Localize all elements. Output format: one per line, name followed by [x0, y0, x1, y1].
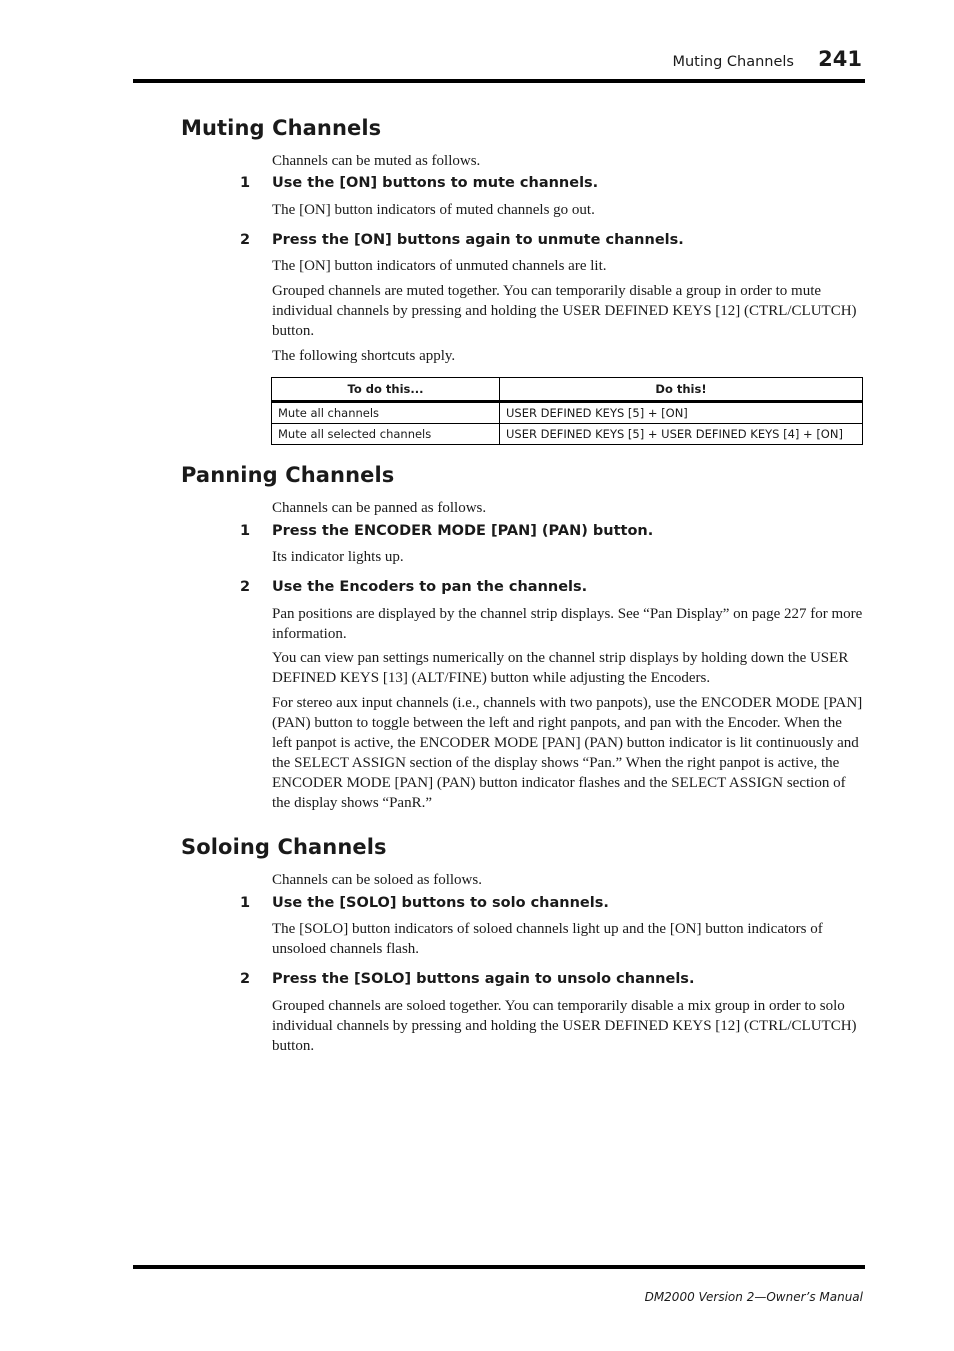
muting-step-1-text: Use the [ON] buttons to mute channels. [272, 175, 599, 191]
panning-step-2-detail: Pan positions are displayed by the channel strip displays. See “Pan Display” on page 227 for more information. [272, 606, 863, 642]
page-number: 241 [818, 47, 862, 71]
table-header-row [272, 378, 863, 402]
panning-stereo-paragraph: For stereo aux input channels (i.e., channels with two panpots), use the ENCODER MODE [PAN] (PAN) button to toggle between the left and right panpots, and pan with the Encoder. When the left panpot is active, the ENCODER MODE [PAN] (PAN) button indicator is lit continuously and the SELECT ASSIGN section of the display shows “Pan.” When the right panpot is active, the ENCODER MODE [PAN] (PAN) button indicator flashes and the SELECT ASSIGN section of the display shows “PanR.” [272, 695, 863, 811]
table-cell: Mute all selected channels [272, 424, 500, 445]
soloing-step-2-detail: Grouped channels are soloed together. You can temporarily disable a mix group in order to solo individual channels by pressing and holding the USER DEFINED KEYS [12] (CTRL/CLUTCH) button. [272, 998, 857, 1054]
soloing-step-2-text: Press the [SOLO] buttons again to unsolo channels. [272, 971, 695, 987]
muting-step-2-text: Press the [ON] buttons again to unmute channels. [272, 232, 684, 248]
panning-step-1-text: Press the ENCODER MODE [PAN] (PAN) button. [272, 523, 654, 539]
table-cell: Mute all channels [272, 402, 500, 424]
shortcuts-table [271, 377, 863, 445]
panning-step-1-number: 1 [240, 523, 251, 539]
heading-soloing-channels: Soloing Channels [181, 835, 387, 859]
table-cell: USER DEFINED KEYS [5] + [ON] [500, 402, 863, 424]
panning-intro: Channels can be panned as follows. [272, 500, 487, 516]
soloing-step-1-text: Use the [SOLO] buttons to solo channels. [272, 895, 609, 911]
muting-step-1-detail: The [ON] button indicators of muted channels go out. [272, 202, 595, 218]
muting-step-2-detail: The [ON] button indicators of unmuted channels are lit. [272, 258, 607, 274]
table-cell: USER DEFINED KEYS [5] + USER DEFINED KEYS [4] + [ON] [500, 424, 863, 445]
muting-grouped-paragraph: Grouped channels are muted together. You can temporarily disable a group in order to mute individual channels by pressing and holding the USER DEFINED KEYS [12] (CTRL/CLUTCH) button. [272, 283, 857, 339]
table-header-cell: Do this! [500, 378, 863, 402]
running-header: Muting Channels [672, 54, 794, 70]
panning-step-2-text: Use the Encoders to pan the channels. [272, 579, 588, 595]
table-header-cell: To do this... [272, 378, 500, 402]
heading-panning-channels: Panning Channels [181, 463, 395, 487]
soloing-step-2-number: 2 [240, 971, 251, 987]
footer-rule [133, 1265, 865, 1269]
soloing-intro: Channels can be soloed as follows. [272, 872, 482, 888]
muting-step-2-number: 2 [240, 232, 251, 248]
panning-step-1-detail: Its indicator lights up. [272, 549, 404, 565]
table-row [272, 402, 863, 424]
header-rule [133, 79, 865, 83]
muting-intro: Channels can be muted as follows. [272, 153, 481, 169]
heading-muting-channels: Muting Channels [181, 116, 382, 140]
muting-step-1-number: 1 [240, 175, 251, 191]
soloing-step-1-detail: The [SOLO] button indicators of soloed channels light up and the [ON] button indicators of unsoloed channels flash. [272, 921, 823, 957]
footer-manual-title: DM2000 Version 2—Owner’s Manual [644, 1290, 863, 1304]
table-row [272, 424, 863, 445]
panning-step-2-number: 2 [240, 579, 251, 595]
muting-shortcuts-paragraph: The following shortcuts apply. [272, 348, 456, 364]
panning-numeric-paragraph: You can view pan settings numerically on the channel strip displays by holding down the USER DEFINED KEYS [13] (ALT/FINE) button while adjusting the Encoders. [272, 650, 849, 686]
soloing-step-1-number: 1 [240, 895, 251, 911]
